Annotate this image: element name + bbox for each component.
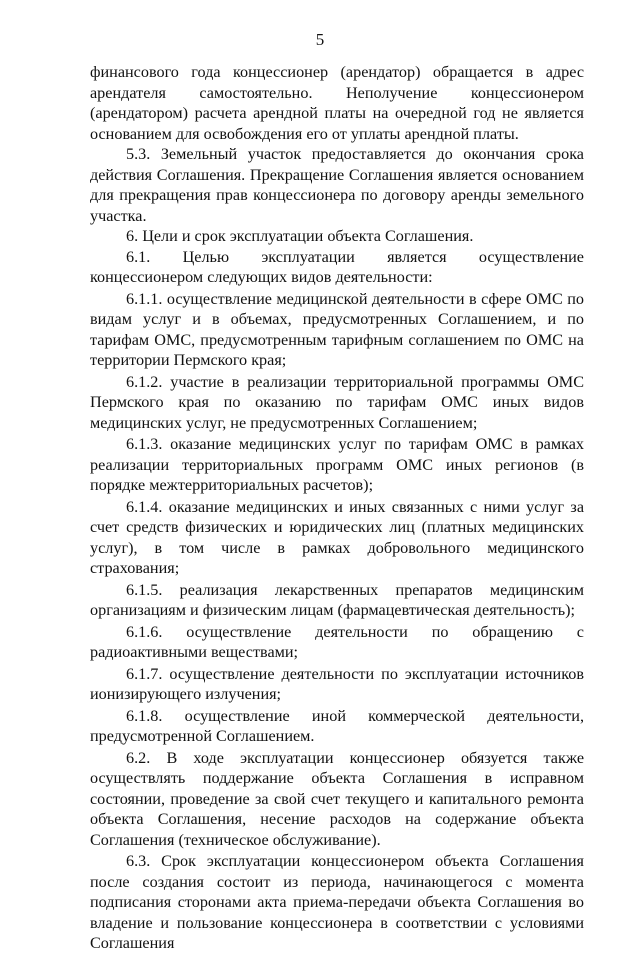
paragraph-6-1-purpose: 6.1. Целью эксплуатации является осуществление концессионером следующих видов деятельности: [90,247,584,286]
clause-6-1-8: 6.1.8. осуществление иной коммерческой деятельности, предусмотренной Соглашением. [90,706,584,745]
paragraph-6-3-operation-term: 6.3. Срок эксплуатации концессионером объекта Соглашения после создания состоит из периода, начинающегося с момента подписания сторонами акта приема-передачи объекта Соглашения во владение и пользование концессионера в соответствии с условиями Соглашения [90,852,584,952]
clause-6-1-7: 6.1.7. осуществление деятельности по эксплуатации источников ионизирующего излучения; [90,664,584,703]
heading-6-goals-and-term: 6. Цели и срок эксплуатации объекта Соглашения. [126,227,474,245]
clause-6-1-5: 6.1.5. реализация лекарственных препаратов медицинским организациям и физическим лицам (фармацевтическая деятельность); [90,580,584,619]
document-body [90,62,584,954]
paragraph-rent-payment: финансового года концессионер (арендатор) обращается в адрес арендателя самостоятельно. Неполучение концессионером (арендатором) расчета арендной платы на очередной год не является основанием для освобождения его от уплаты арендной платы. [90,63,584,143]
clause-6-1-4: 6.1.4. оказание медицинских и иных связанных с ними услуг за счет средств физических и юридических лиц (платных медицинских услуг), в том числе в рамках добровольного медицинского страхования; [90,497,584,577]
page-number: 5 [315,30,325,49]
clause-6-1-3: 6.1.3. оказание медицинских услуг по тарифам ОМС в рамках реализации территориальных программ ОМС иных регионов (в порядке межтерриториальных расчетов); [90,435,584,494]
paragraph-5-3-land-plot: 5.3. Земельный участок предоставляется до окончания срока действия Соглашения. Прекращение Соглашения является основанием для прекращения прав концессионера по договору аренды земельного участка. [90,145,584,225]
clause-6-1-6: 6.1.6. осуществление деятельности по обращению с радиоактивными веществами; [90,622,584,661]
paragraph-6-2-maintenance: 6.2. В ходе эксплуатации концессионер обязуется также осуществлять поддержание объекта Соглашения в исправном состоянии, проведение за свой счет текущего и капитального ремонта объекта Соглашения, несение расходов на содержание объекта Соглашения (техническое обслуживание). [90,748,584,849]
clause-6-1-1: 6.1.1. осуществление медицинской деятельности в сфере ОМС по видам услуг и в объемах, предусмотренных Соглашением, и по тарифам ОМС, предусмотренным тарифным соглашением по ОМС на территории Пермского края; [90,289,584,369]
clause-6-1-2: 6.1.2. участие в реализации территориальной программы ОМС Пермского края по оказанию по тарифам ОМС иных видов медицинских услуг, не предусмотренных Соглашением; [90,372,584,432]
